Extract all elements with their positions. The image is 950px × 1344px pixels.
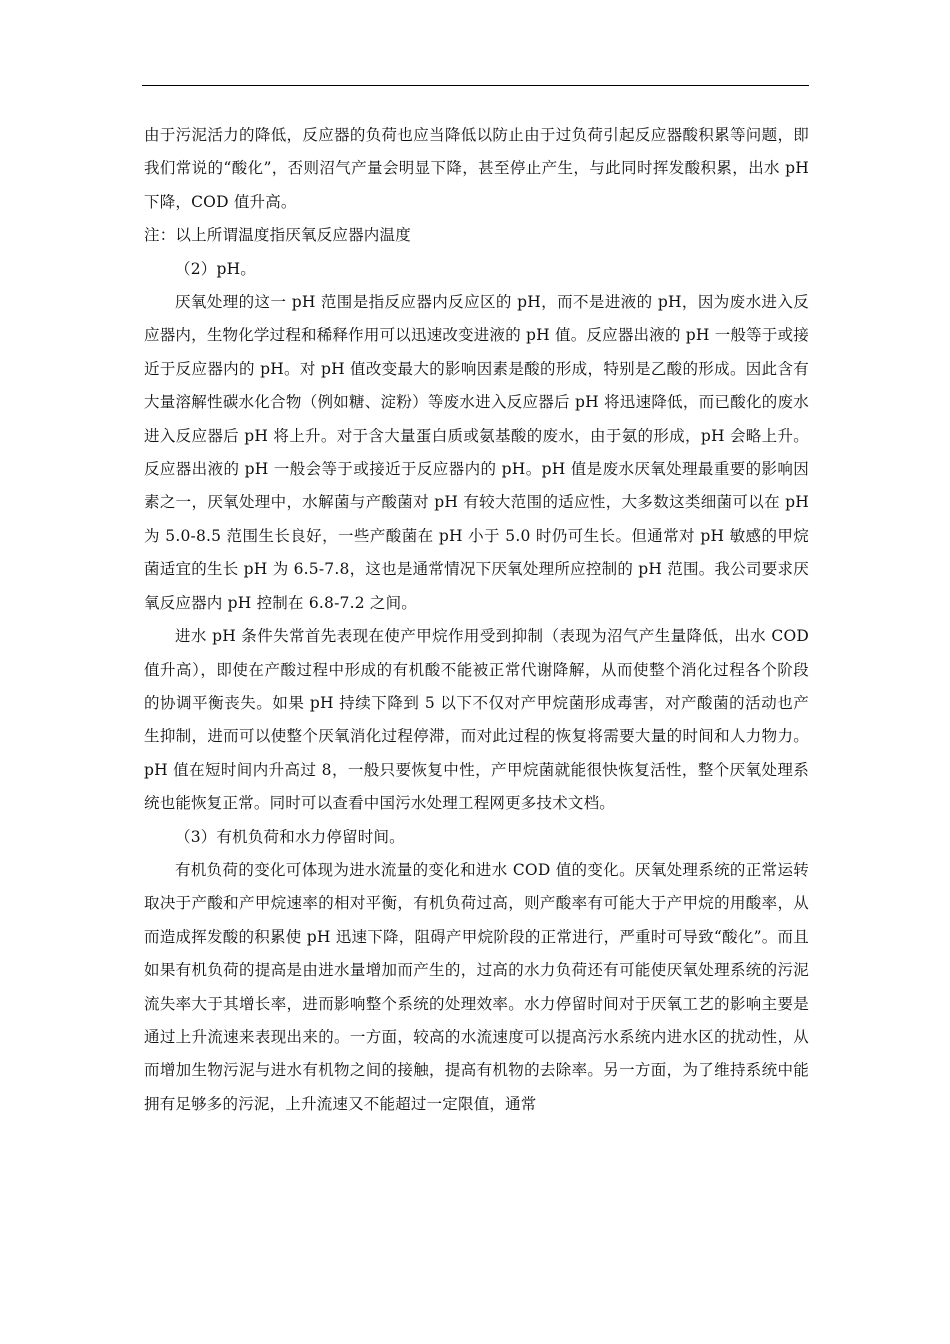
document-body (144, 119, 809, 1121)
note-temperature: 注：以上所谓温度指厌氧反应器内温度 (144, 226, 411, 245)
header-rule (142, 85, 809, 86)
section-heading-ph: （2）pH。 (175, 259, 257, 278)
paragraph-ph-abnormal: 进水 pH 条件失常首先表现在使产甲烷作用受到抑制（表现为沼气产生量降低，出水 COD 值升高），即使在产酸过程中形成的有机酸不能被正常代谢降解，从而使整个消化过程各个阶段的协调平衡丧失。如果 pH 持续下降到 5 以下不仅对产甲烷菌形成毒害，对产酸菌的活动也产生抑制，进而可以使整个厌氧消化过程停滞，而对此过程的恢复将需要大量的时间和人力物力。pH 值在短时间内升高过 8，一般只要恢复中性，产甲烷菌就能很快恢复活性，整个厌氧处理系统也能恢复正常。同时可以查看中国污水处理工程网更多技术文档。 (144, 627, 809, 813)
paragraph-ph-range: 厌氧处理的这一 pH 范围是指反应器内反应区的 pH，而不是进液的 pH，因为废水进入反应器内，生物化学过程和稀释作用可以迅速改变进液的 pH 值。反应器出液的 pH 一般等于或接近于反应器内的 pH。对 pH 值改变最大的影响因素是酸的形成，特别是乙酸的形成。因此含有大量溶解性碳水化合物（例如糖、淀粉）等废水进入反应器后 pH 将迅速降低，而已酸化的废水进入反应器后 pH 将上升。对于含大量蛋白质或氨基酸的废水，由于氨的形成，pH 会略上升。反应器出液的 pH 一般会等于或接近于反应器内的 pH。pH 值是废水厌氧处理最重要的影响因素之一，厌氧处理中，水解菌与产酸菌对 pH 有较大范围的适应性，大多数这类细菌可以在 pH 为 5.0-8.5 范围生长良好，一些产酸菌在 pH 小于 5.0 时仍可生长。但通常对 pH 敏感的甲烷菌适宜的生长 pH 为 6.5-7.8，这也是通常情况下厌氧处理所应控制的 pH 范围。我公司要求厌氧反应器内 pH 控制在 6.8-7.2 之间。 (144, 293, 809, 612)
section-heading-organic-load: （3）有机负荷和水力停留时间。 (175, 827, 405, 846)
paragraph-organic-load: 有机负荷的变化可体现为进水流量的变化和进水 COD 值的变化。厌氧处理系统的正常运转取决于产酸和产甲烷速率的相对平衡，有机负荷过高，则产酸率有可能大于产甲烷的用酸率，从而造成挥发酸的积累使 pH 迅速下降，阻碍产甲烷阶段的正常进行，严重时可导致“酸化”。而且如果有机负荷的提高是由进水量增加而产生的，过高的水力负荷还有可能使厌氧处理系统的污泥流失率大于其增长率，进而影响整个系统的处理效率。水力停留时间对于厌氧工艺的影响主要是通过上升流速来表现出来的。一方面，较高的水流速度可以提高污水系统内进水区的扰动性，从而增加生物污泥与进水有机物之间的接触，提高有机物的去除率。另一方面，为了维持系统中能拥有足够多的污泥，上升流速又不能超过一定限值，通常 (144, 860, 809, 1113)
paragraph-acidification-intro: 由于污泥活力的降低，反应器的负荷也应当降低以防止由于过负荷引起反应器酸积累等问题，即我们常说的“酸化”，否则沼气产量会明显下降，甚至停止产生，与此同时挥发酸积累，出水 pH 下降，COD 值升高。 (144, 126, 809, 211)
